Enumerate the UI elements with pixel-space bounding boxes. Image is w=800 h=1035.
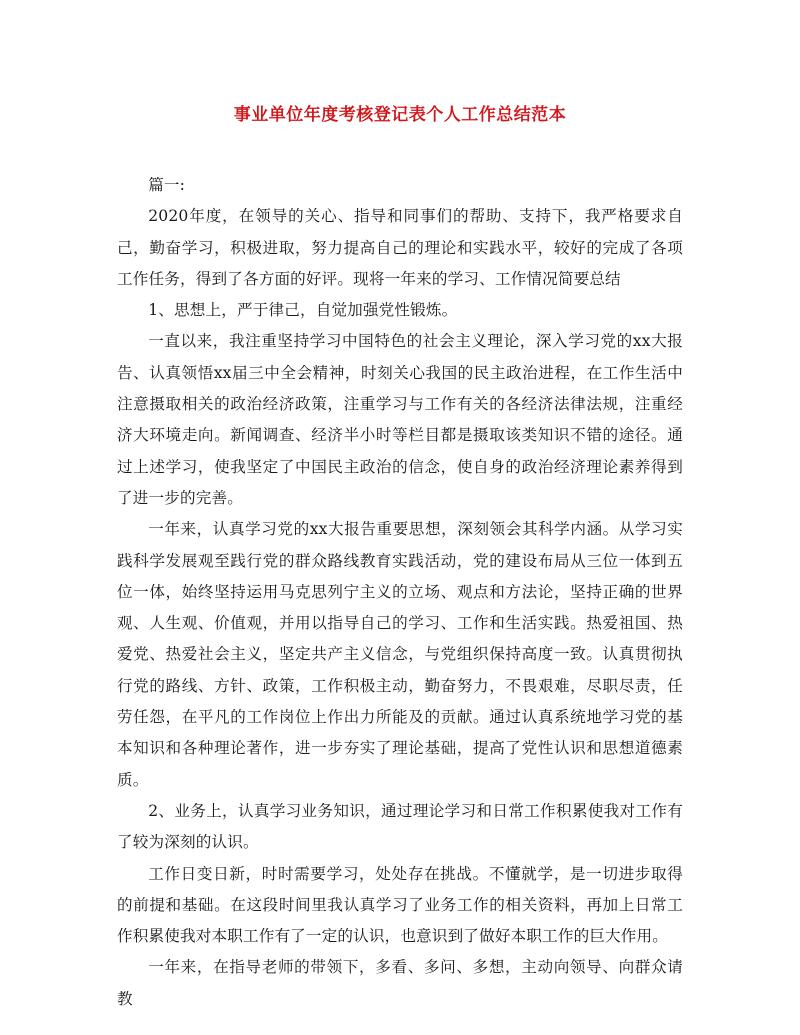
- document-body: [117, 170, 683, 1015]
- section-heading-business: 2、业务上，认真学习业务知识，通过理论学习和日常工作积累使我对工作有了较为深刻的认识。: [117, 801, 683, 852]
- document-title: 事业单位年度考核登记表个人工作总结范本: [233, 105, 567, 125]
- paragraph: 一直以来，我注重坚持学习中国特色的社会主义理论，深入学习党的xx大报告、认真领悟xx届三中全会精神，时刻关心我国的民主政治进程，在工作生活中注意摄取相关的政治经济政策，注重学习与工作有关的各经济法律法规，注重经济大环境走向。新闻调查、经济半小时等栏目都是摄取该类知识不错的途径。通过上述学习，使我坚定了中国民主政治的信念，使自身的政治经济理论素养得到了进一步的完善。: [117, 332, 683, 507]
- paragraph: 一年来，在指导老师的带领下，多看、多问、多想，主动向领导、向群众请教: [117, 958, 683, 1008]
- paragraph-intro: 2020年度，在领导的关心、指导和同事们的帮助、支持下，我严格要求自己，勤奋学习，积极进取，努力提高自己的理论和实践水平，较好的完成了各项工作任务，得到了各方面的好评。现将一年来的学习、工作情况简要总结: [117, 207, 683, 288]
- paragraph-heading: 篇一:: [148, 176, 186, 194]
- paragraph: 工作日变日新，时时需要学习，处处存在挑战。不懂就学，是一切进步取得的前提和基础。在这段时间里我认真学习了业务工作的相关资料，再加上日常工作积累使我对本职工作有了一定的认识，也意识到了做好本职工作的巨大作用。: [117, 864, 683, 946]
- section-heading-ideology: 1、思想上，严于律己，自觉加强党性锻炼。: [148, 301, 458, 320]
- paragraph: 一年来，认真学习党的xx大报告重要思想，深刻领会其科学内涵。从学习实践科学发展观至践行党的群众路线教育实践活动，党的建设布局从三位一体到五位一体，始终坚持运用马克思列宁主义的立场、观点和方法论，坚持正确的世界观、人生观、价值观，并用以指导自己的学习、工作和生活实践。热爱祖国、热爱党、热爱社会主义，坚定共产主义信念，与党组织保持高度一致。认真贯彻执行党的路线、方针、政策，工作积极主动，勤奋努力，不畏艰难，尽职尽责，任劳任怨，在平凡的工作岗位上作出力所能及的贡献。通过认真系统地学习党的基本知识和各种理论著作，进一步夯实了理论基础，提高了党性认识和思想道德素质。: [117, 520, 683, 789]
